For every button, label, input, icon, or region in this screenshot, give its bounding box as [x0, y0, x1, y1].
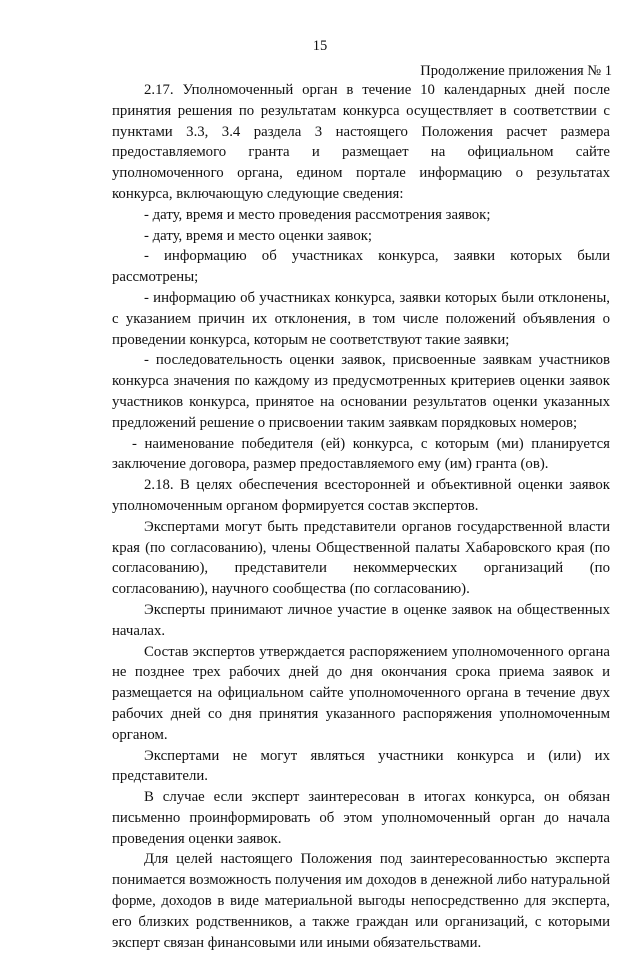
paragraph: Экспертами не могут являться участники конкурса и (или) их представители.: [112, 747, 610, 785]
paragraph: Состав экспертов утверждается распоряжением уполномоченного органа не позднее трех рабочих дней до дня окончания срока приема заявок и размещается на официальном сайте уполномоченного органа в течение двух рабочих дней со дня принятия указанного распоряжения уполномоченным органом.: [112, 643, 610, 743]
list-item: - дату, время и место оценки заявок;: [144, 227, 373, 244]
list-item: - последовательность оценки заявок, присвоенные заявкам участников конкурса значения по каждому из предусмотренных критериев оценки заявок участников конкурса, принятое на основании результатов оценки указанных предложений решение о присвоении таким заявкам порядковых номеров;: [112, 352, 610, 431]
page-number: 15: [312, 38, 328, 54]
list-item: - дату, время и место проведения рассмотрения заявок;: [144, 206, 491, 223]
document-body: [112, 80, 610, 953]
paragraph: Экспертами могут быть представители органов государственной власти края (по согласованию), члены Общественной палаты Хабаровского края (по согласованию), представители некоммерческих организаций (по согласованию), научного сообщества (по согласованию).: [112, 518, 610, 598]
paragraph: Для целей настоящего Положения под заинтересованностью эксперта понимается возможность получения им доходов в денежной либо натуральной форме, доходов в виде материальной выгоды непосредственно для эксперта, его близких родственников, а также граждан или организаций, с которыми эксперт связан финансовыми или иными обязательствами.: [112, 851, 610, 951]
paragraph: Эксперты принимают личное участие в оценке заявок на общественных началах.: [112, 601, 610, 639]
paragraph-2-17: 2.17. Уполномоченный орган в течение 10 календарных дней после принятия решения по результатам конкурса осуществляет в соответствии с пунктами 3.3, 3.4 раздела 3 настоящего Положения расчет размера предоставляемого гранта и размещает на официальном сайте уполномоченного органа, едином портале информацию о результатах конкурса, включающую следующие сведения:: [112, 82, 610, 202]
list-item: - информацию об участниках конкурса, заявки которых были отклонены, с указанием причин их отклонения, в том числе положений объявления о проведении конкурса, которым не соответствуют такие заявки;: [112, 289, 610, 348]
paragraph: В случае если эксперт заинтересован в итогах конкурса, он обязан письменно проинформировать об этом уполномоченный орган до начала проведения оценки заявок.: [112, 789, 610, 847]
paragraph-2-18: 2.18. В целях обеспечения всесторонней и объективной оценки заявок уполномоченным органом формируется состав экспертов.: [112, 477, 610, 514]
appendix-continuation-label: Продолжение приложения № 1: [420, 63, 612, 79]
list-item: - информацию об участниках конкурса, заявки которых были рассмотрены;: [112, 248, 610, 286]
list-item: - наименование победителя (ей) конкурса, с которым (ми) планируется заключение договора, размер предоставляемого ему (им) гранта (ов).: [112, 435, 610, 473]
